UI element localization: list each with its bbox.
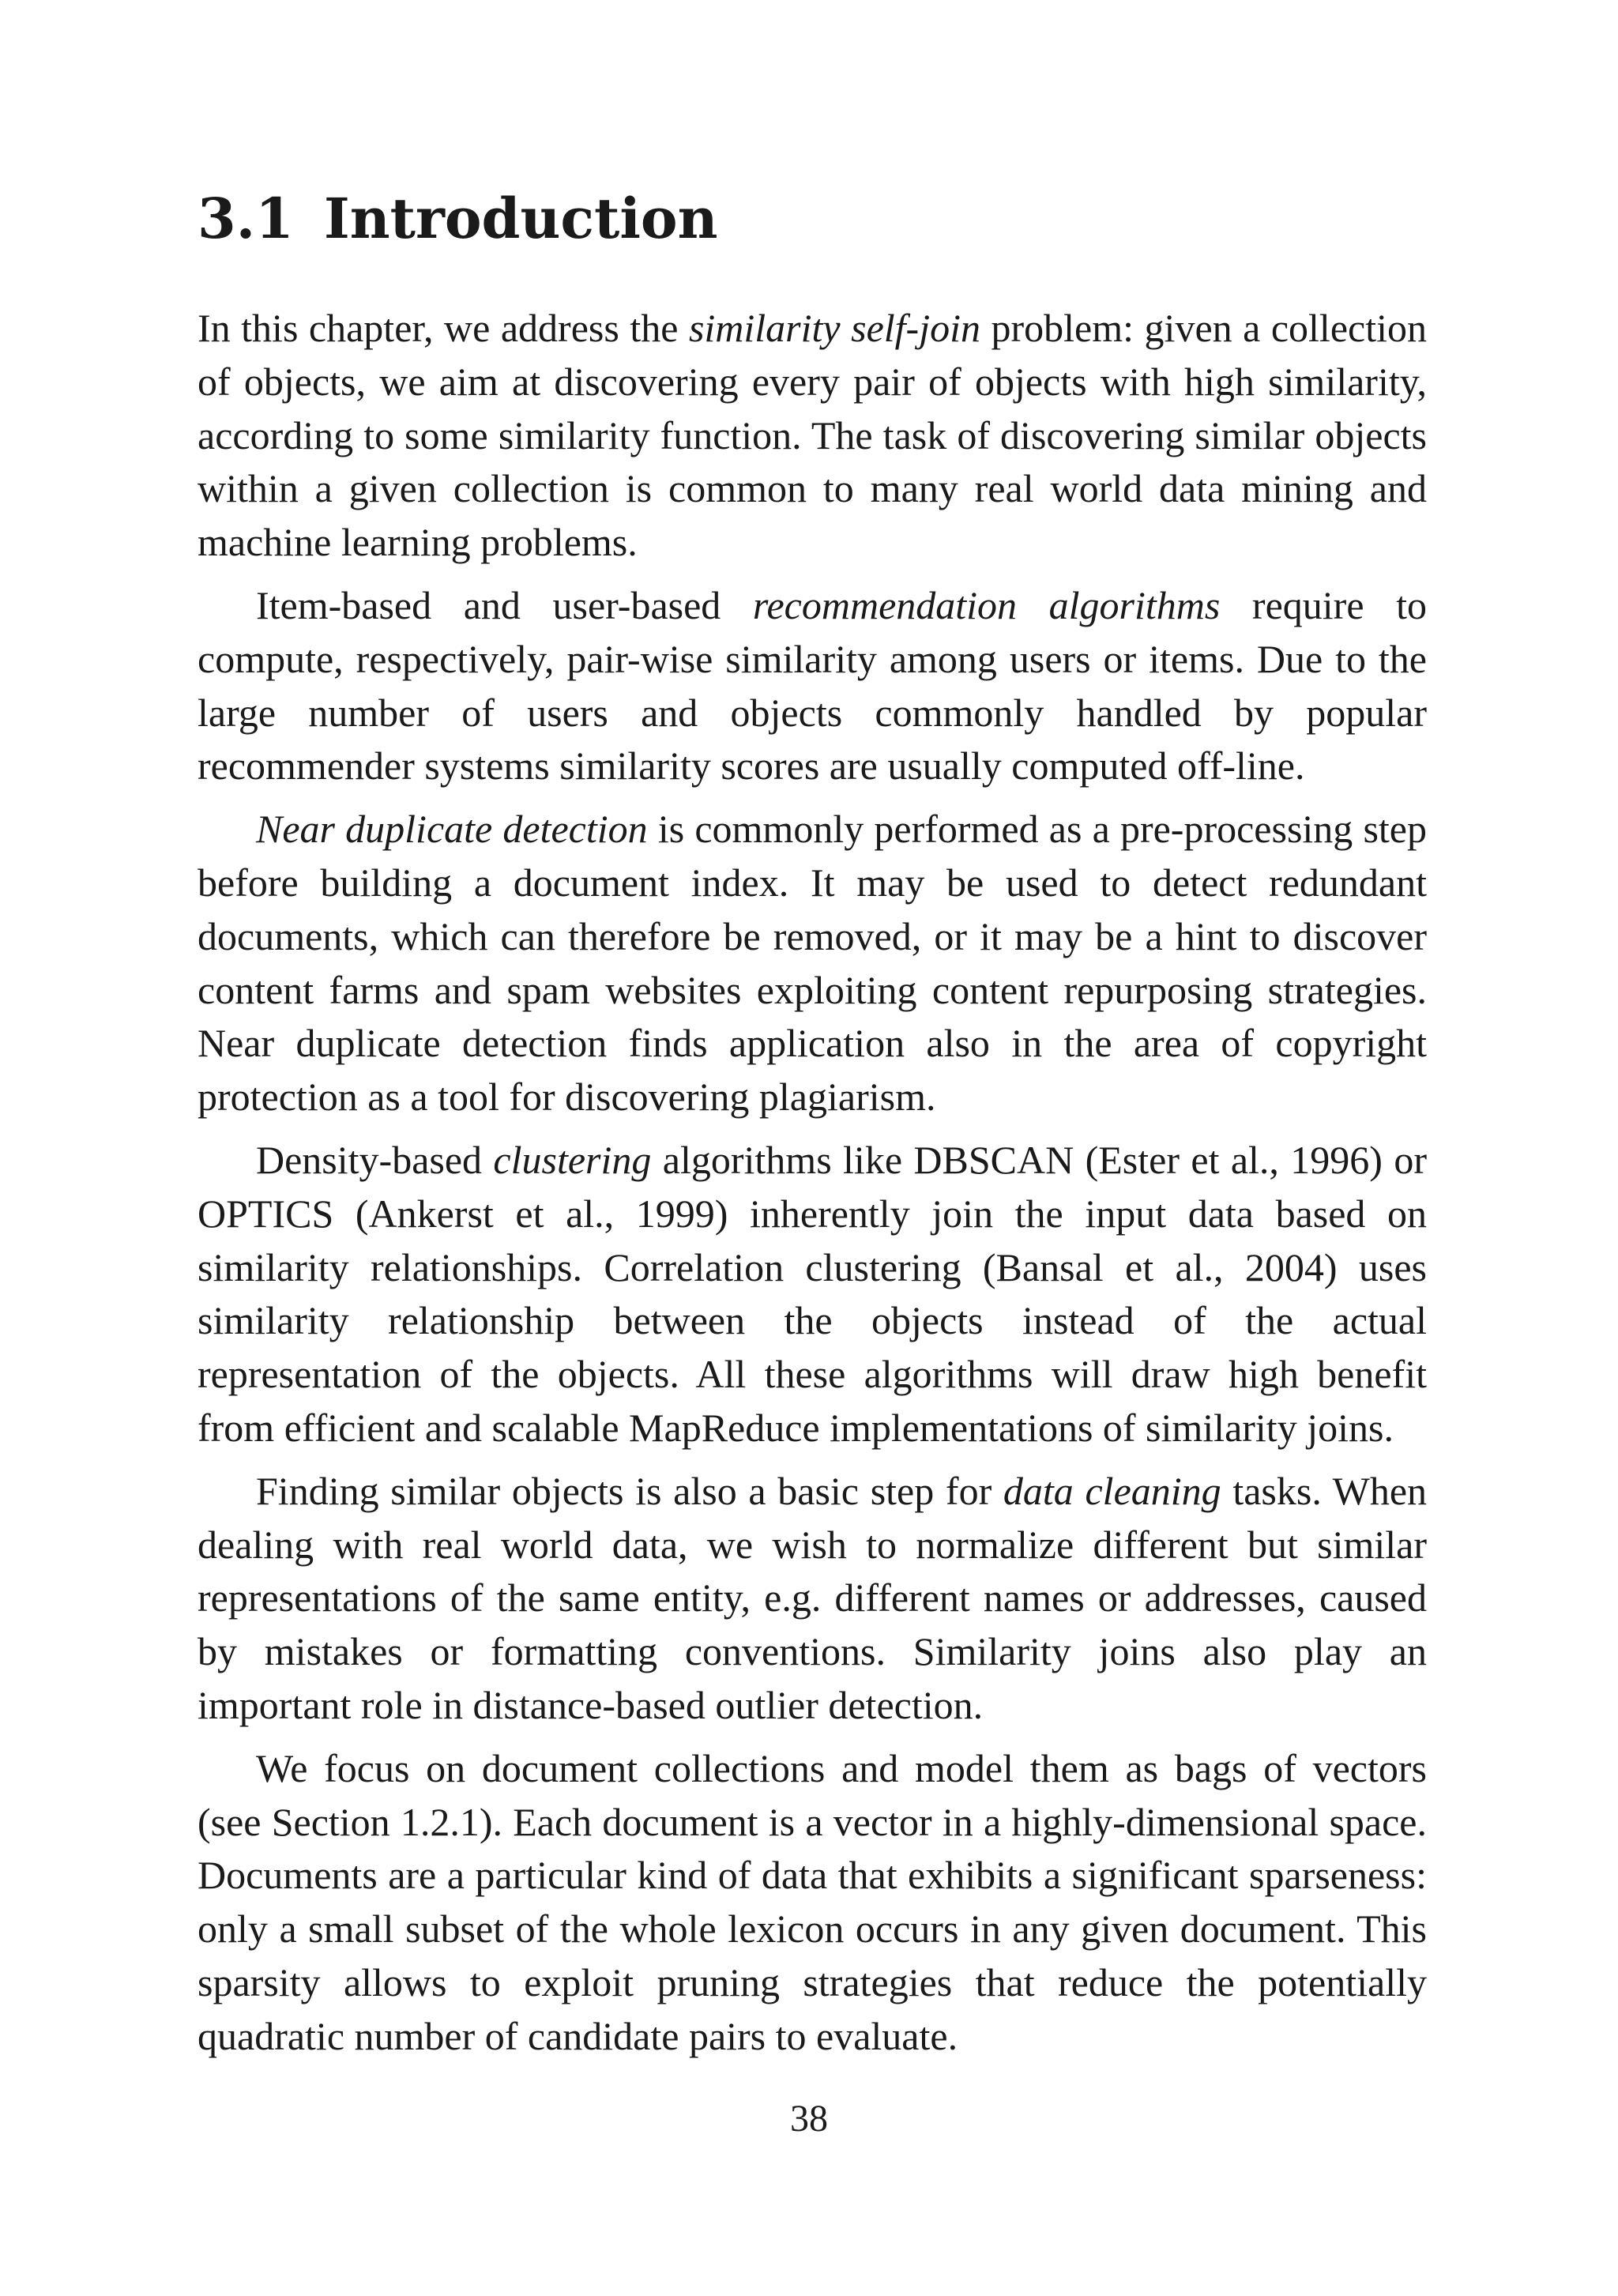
emphasis-recommendation-algorithms: recommendation algorithms [752,582,1221,627]
section-heading [198,183,718,254]
paragraph-2 [198,579,1427,793]
paragraph-1 [198,302,1427,570]
paragraph-3 [198,803,1427,1124]
section-title: Introduction [324,186,718,251]
emphasis-similarity-self-join: similarity self-join [688,306,980,350]
body-text [198,302,1427,2073]
text-run: Item-based and user-based [256,582,753,627]
text-run: problem: given a collection of objects, we aim at discovering every pair of objects with high similarity, according to some similarity function. The task of discovering similar objects within a given collection is common to many real world data mining and machine learning problems. [198,306,1427,565]
emphasis-near-duplicate-detection: Near duplicate detection [256,807,648,852]
text-run: is commonly performed as a pre-processing step before building a document index. It may be used to detect redundant documents, which can therefore be removed, or it may be a hint to discover content farms and spam websites exploiting content repurposing strategies. Near duplicate detection finds application also in the area of copyright protection as a tool for discovering plagiarism. [198,807,1428,1120]
text-run: In this chapter, we address the [198,306,689,350]
section-number: 3.1 [198,186,294,251]
paragraph-5 [198,1465,1427,1733]
text-run: require to compute, respectively, pair-wise similarity among users or items. Due to the large number of users and objects commonly handled by popular recommender systems similarity scores are usually computed off-line. [198,582,1427,789]
paragraph-6 [198,1742,1427,2064]
emphasis-clustering: clustering [493,1137,652,1182]
text-run: We focus on document collections and model them as bags of vectors (see Section 1.2.1). Each document is a vector in a highly-dimensional space. Documents are a particular kind of data that exhibits a significant sparseness: only a small subset of the whole lexicon occurs in any given document. This sparsity allows to exploit pruning strategies that reduce the potentially quadratic number of candidate pairs to evaluate. [198,1745,1427,2058]
emphasis-data-cleaning: data cleaning [1003,1468,1221,1513]
paragraph-4 [198,1134,1427,1455]
page-number: 38 [790,2098,828,2140]
text-run: Density-based [256,1137,494,1182]
text-run: Finding similar objects is also a basic step for [256,1468,1003,1513]
text-run: algorithms like DBSCAN (Ester et al., 1996) or OPTICS (Ankerst et al., 1999) inherently join the input data based on similarity relationships. Correlation clustering (Bansal et al., 2004) uses similarity relationship between the objects instead of the actual representation of the objects. All these algorithms will draw high benefit from efficient and scalable MapReduce implementations of similarity joins. [198,1137,1427,1450]
text-run: tasks. When dealing with real world data, we wish to normalize different but similar representations of the same entity, e.g. different names or addresses, caused by mistakes or formatting conventions. Similarity joins also play an important role in distance-based outlier detection. [198,1468,1428,1727]
